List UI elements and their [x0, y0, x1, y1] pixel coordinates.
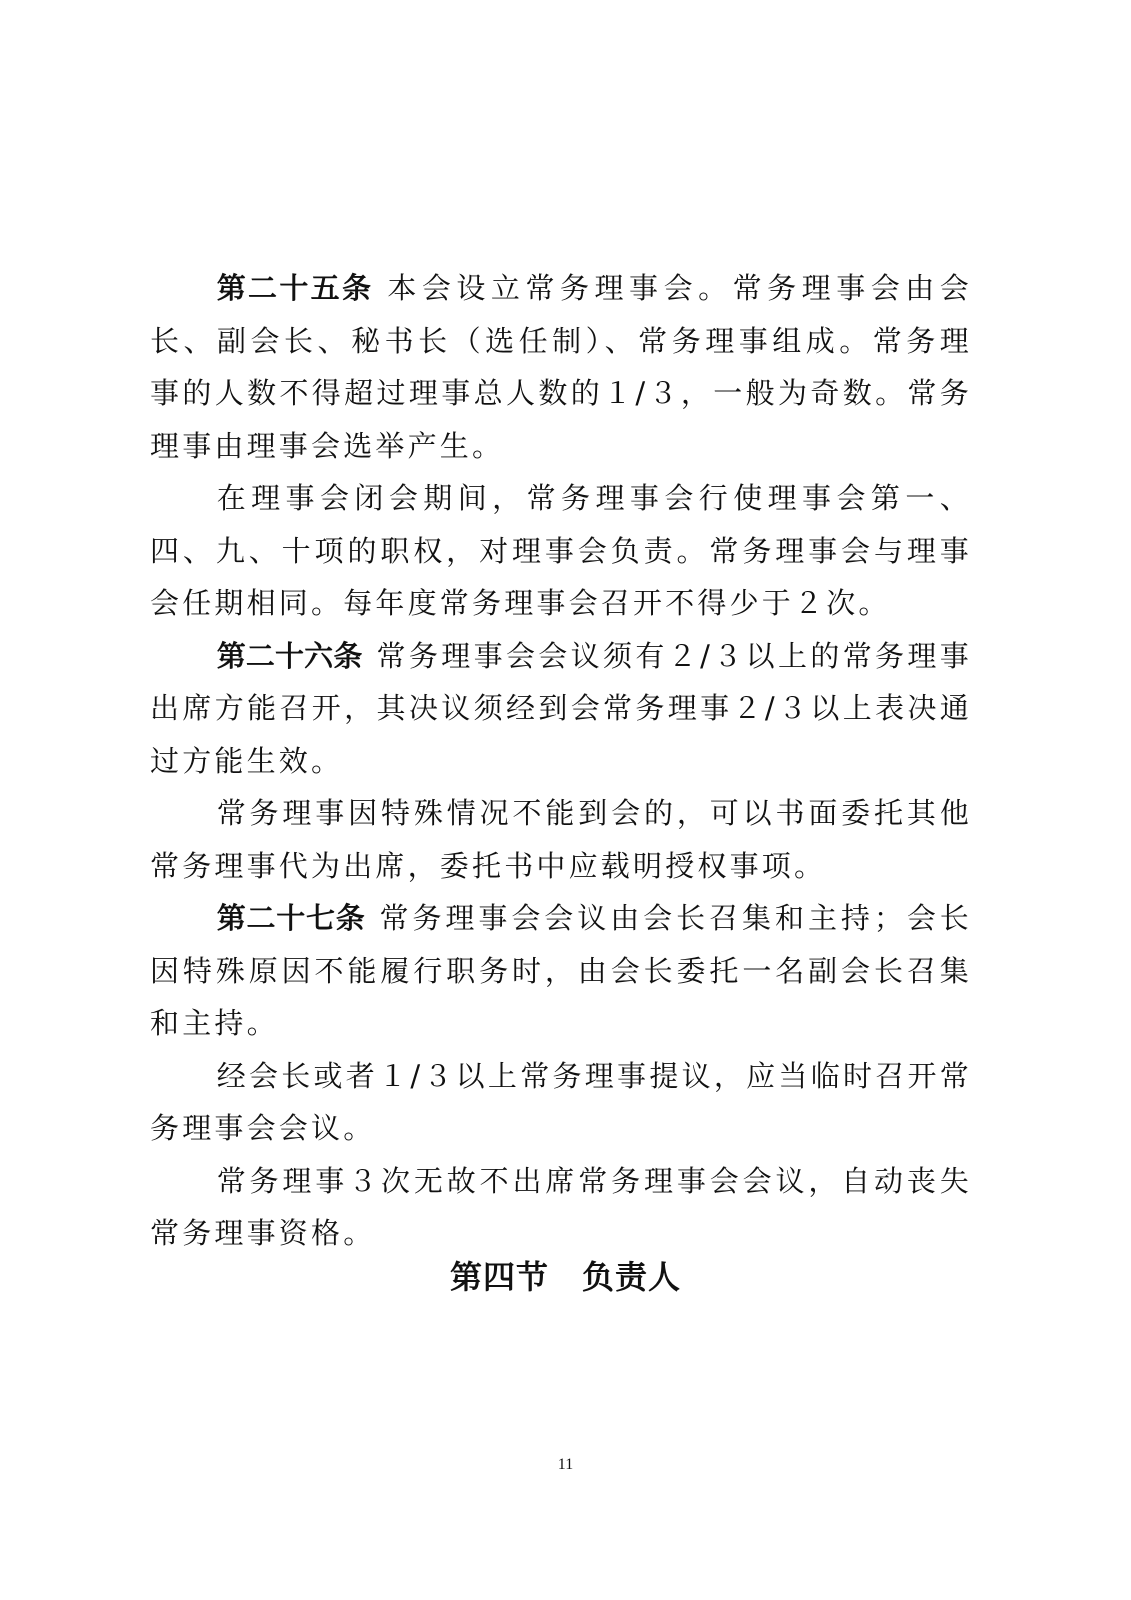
- section-title: 第四节 负责人: [449, 1258, 681, 1296]
- article-25-paragraph: [150, 262, 972, 472]
- article-27-label: 第二十七条: [216, 901, 366, 935]
- page-number: 11: [557, 1456, 574, 1473]
- body-text: [150, 262, 972, 1260]
- article-25-label: 第二十五条: [216, 271, 374, 305]
- article-25-text: 本会设立常务理事会。常务理事会由会长、副会长、秘书长（选任制）、常务理事组成。常务理事的人数不得超过理事总人数的１/３，一般为奇数。常务理事由理事会选举产生。: [150, 271, 972, 463]
- article-26-label: 第二十六条: [216, 638, 363, 673]
- article-26-paragraph: [150, 630, 972, 788]
- article-25-paragraph-2: [150, 472, 972, 630]
- article-27-paragraph: [150, 892, 972, 1050]
- article-27-text-3: 常务理事３次无故不出席常务理事会会议，自动丧失常务理事资格。: [150, 1163, 972, 1250]
- article-27-paragraph-2: [150, 1050, 972, 1155]
- article-26-text-2: 常务理事因特殊情况不能到会的，可以书面委托其他常务理事代为出席，委托书中应载明授权事项。: [150, 796, 972, 883]
- article-27-text: 常务理事会会议由会长召集和主持；会长因特殊原因不能履行职务时，由会长委托一名副会长召集和主持。: [150, 901, 972, 1040]
- article-25-text-2: 在理事会闭会期间，常务理事会行使理事会第一、四、九、十项的职权，对理事会负责。常务理事会与理事会任期相同。每年度常务理事会召开不得少于２次。: [150, 481, 972, 620]
- article-26-text: 常务理事会会议须有２/３以上的常务理事出席方能召开，其决议须经到会常务理事２/３以上表决通过方能生效。: [150, 638, 972, 778]
- article-26-paragraph-2: [150, 787, 972, 892]
- article-27-paragraph-3: [150, 1155, 972, 1260]
- article-27-text-2: 经会长或者１/３以上常务理事提议，应当临时召开常务理事会会议。: [150, 1058, 972, 1145]
